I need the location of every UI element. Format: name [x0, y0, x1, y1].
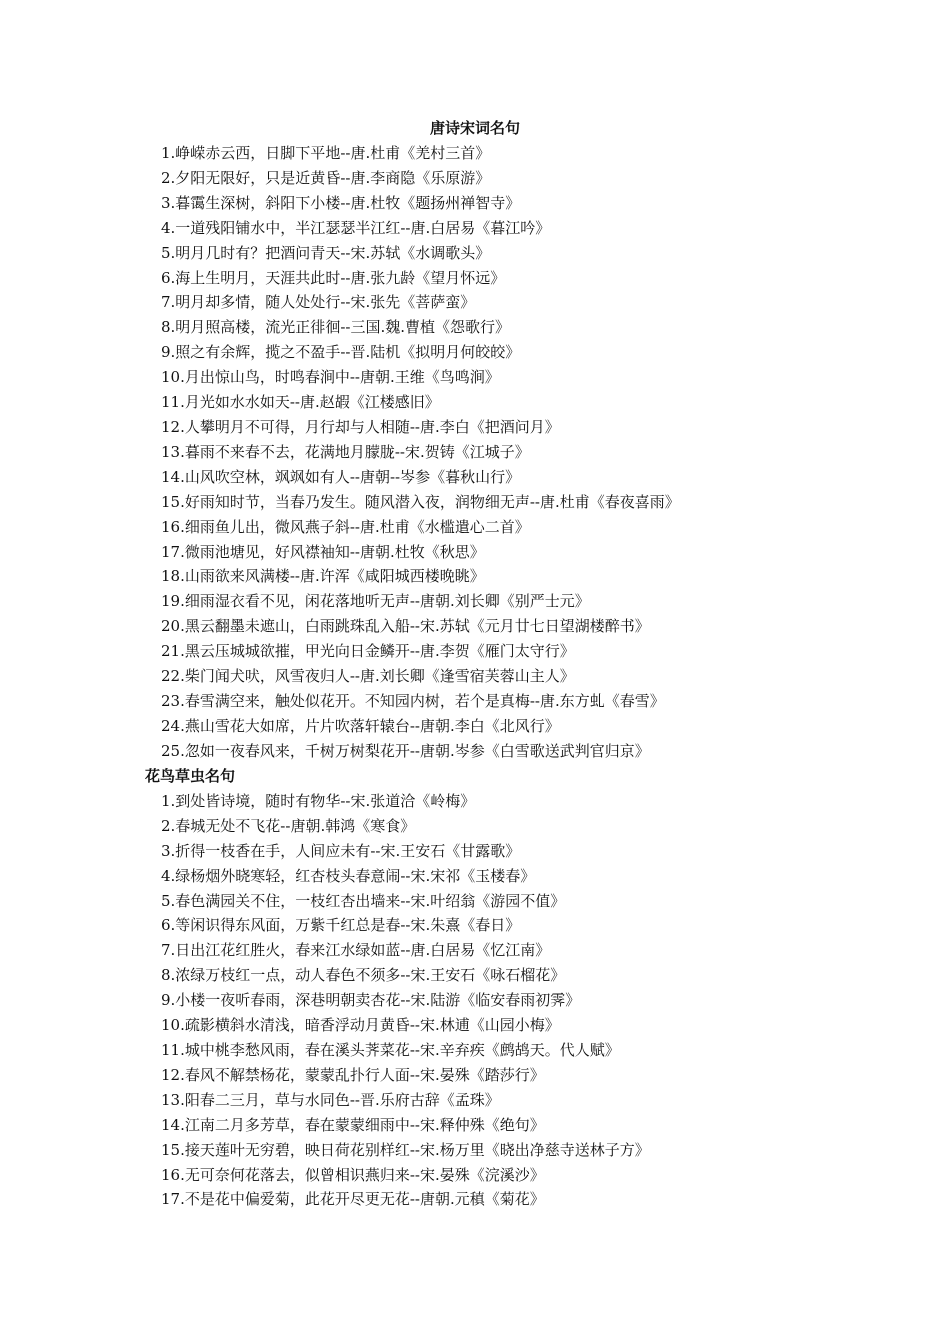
poem-line: 2.夕阳无限好，只是近黄昏--唐.李商隐《乐原游》	[161, 168, 491, 187]
poem-line: 15.接天莲叶无穷碧，映日荷花别样红--宋.杨万里《晓出净慈寺送林子方》	[161, 1140, 650, 1159]
poem-line: 6.等闲识得东风面，万紫千红总是春--宋.朱熹《春日》	[161, 916, 521, 935]
poem-line: 4.一道残阳铺水中，半江瑟瑟半江红--唐.白居易《暮江吟》	[161, 218, 551, 237]
poem-line: 19.细雨湿衣看不见，闲花落地听无声--唐朝.刘长卿《别严士元》	[161, 592, 590, 611]
poem-line: 18.山雨欲来风满楼--唐.许浑《咸阳城西楼晚眺》	[161, 567, 485, 586]
poem-line: 14.江南二月多芳草，春在蒙蒙细雨中--宋.释仲殊《绝句》	[161, 1115, 545, 1134]
poem-line: 8.明月照高楼，流光正徘徊--三国.魏.曹植《怨歌行》	[161, 318, 510, 337]
poem-line: 21.黑云压城城欲摧，甲光向日金鳞开--唐.李贺《雁门太守行》	[161, 642, 575, 661]
poem-line: 7.明月却多情，随人处处行--宋.张先《菩萨蛮》	[161, 293, 476, 312]
poem-line: 6.海上生明月，天涯共此时--唐.张九龄《望月怀远》	[161, 268, 506, 287]
poem-line: 11.月光如水水如天--唐.赵嘏《江楼感旧》	[161, 393, 440, 412]
poem-line: 9.小楼一夜听春雨，深巷明朝卖杏花--宋.陆游《临安春雨初霁》	[161, 991, 581, 1010]
poem-line: 10.疏影横斜水清浅，暗香浮动月黄昏--宋.林逋《山园小梅》	[161, 1016, 560, 1035]
poem-line: 23.春雪满空来，触处似花开。不知园内树，若个是真梅--唐.东方虬《春雪》	[161, 691, 665, 710]
poem-line: 3.折得一枝香在手，人间应未有--宋.王安石《甘露歌》	[161, 841, 521, 860]
poem-line: 12.人攀明月不可得，月行却与人相随--唐.李白《把酒问月》	[161, 417, 560, 436]
poem-line: 24.燕山雪花大如席，片片吹落轩辕台--唐朝.李白《北风行》	[161, 716, 560, 735]
poem-line: 11.城中桃李愁风雨，春在溪头荠菜花--宋.辛弃疾《鹧鸪天。代人赋》	[161, 1040, 620, 1059]
poem-line: 15.好雨知时节，当春乃发生。随风潜入夜，润物细无声--唐.杜甫《春夜喜雨》	[161, 492, 680, 511]
poem-line: 14.山风吹空林，飒飒如有人--唐朝--岑参《暮秋山行》	[161, 467, 521, 486]
poem-list	[145, 789, 905, 1212]
poem-list	[145, 141, 905, 764]
section-flowers-birds-grass-insects	[145, 764, 905, 1212]
poem-line: 10.月出惊山鸟，时鸣春涧中--唐朝.王维《鸟鸣涧》	[161, 368, 500, 387]
section-heading: 花鸟草虫名句	[145, 767, 236, 785]
poem-line: 7.日出江花红胜火，春来江水绿如蓝--唐.白居易《忆江南》	[161, 941, 551, 960]
poem-line: 17.微雨池塘见，好风襟袖知--唐朝.杜牧《秋思》	[161, 542, 485, 561]
section-moon-wind-rain-snow	[145, 141, 905, 764]
poem-line: 16.无可奈何花落去，似曾相识燕归来--宋.晏殊《浣溪沙》	[161, 1165, 545, 1184]
poem-line: 2.春城无处不飞花--唐朝.韩鸿《寒食》	[161, 816, 416, 835]
poem-line: 4.绿杨烟外晓寒轻，红杏枝头春意闹--宋.宋祁《玉楼春》	[161, 866, 536, 885]
poem-line: 8.浓绿万枝红一点，动人春色不须多--宋.王安石《咏石榴花》	[161, 966, 566, 985]
poem-line: 20.黑云翻墨未遮山，白雨跳珠乱入船--宋.苏轼《元月廿七日望湖楼醉书》	[161, 617, 650, 636]
poem-line: 5.春色满园关不住，一枝红杏出墙来--宋.叶绍翁《游园不值》	[161, 891, 566, 910]
poem-line: 13.暮雨不来春不去，花满地月朦胧--宋.贺铸《江城子》	[161, 442, 530, 461]
poem-line: 13.阳春二三月，草与水同色--晋.乐府古辞《孟珠》	[161, 1090, 500, 1109]
poem-line: 5.明月几时有？把酒问青天--宋.苏轼《水调歌头》	[161, 243, 491, 262]
poem-line: 9.照之有余辉，揽之不盈手--晋.陆机《拟明月何皎皎》	[161, 343, 521, 362]
poem-line: 1.到处皆诗境，随时有物华--宋.张道洽《岭梅》	[161, 791, 476, 810]
poem-line: 17.不是花中偏爱菊，此花开尽更无花--唐朝.元稹《菊花》	[161, 1190, 545, 1209]
poem-line: 25.忽如一夜春风来，千树万树梨花开--唐朝.岑参《白雪歌送武判官归京》	[161, 741, 650, 760]
document-title: 唐诗宋词名句	[429, 119, 520, 137]
poem-line: 22.柴门闻犬吠，风雪夜归人--唐.刘长卿《逢雪宿芙蓉山主人》	[161, 667, 575, 686]
poem-line: 16.细雨鱼儿出，微风燕子斜--唐.杜甫《水槛遣心二首》	[161, 517, 530, 536]
poem-line: 3.暮霭生深树，斜阳下小楼--唐.杜牧《题扬州禅智寺》	[161, 193, 521, 212]
poem-line: 1.峥嵘赤云西，日脚下平地--唐.杜甫《羌村三首》	[161, 144, 491, 162]
poem-line: 12.春风不解禁杨花，蒙蒙乱扑行人面--宋.晏殊《踏莎行》	[161, 1065, 545, 1084]
